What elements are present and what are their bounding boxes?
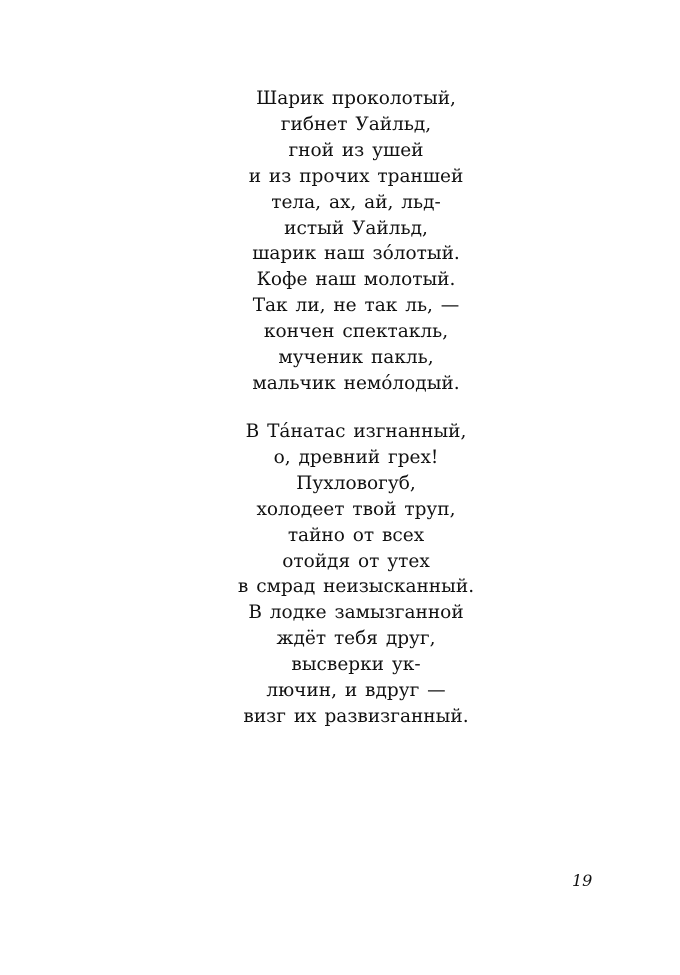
poem-line: и из прочих траншей <box>248 165 464 187</box>
poem-line: высверки ук- <box>291 654 421 676</box>
poem-line: кончен спектакль, <box>263 321 449 343</box>
page-number: 19 <box>572 871 593 890</box>
poem-line: отойдя от утех <box>282 550 430 572</box>
poem-line: о, древний грех! <box>273 446 439 468</box>
stanza-2 <box>0 419 680 730</box>
poem-line: Кофе наш молотый. <box>256 269 456 291</box>
poem-line: холодеет твой труп, <box>256 498 456 520</box>
poem-line: мальчик немо́лодый. <box>252 372 460 394</box>
stanza-1 <box>0 86 680 397</box>
poem-line: тайно от всех <box>287 524 425 546</box>
poem-line: шарик наш зо́лотый. <box>252 243 460 265</box>
poem-line: Так ли, не так ль, — <box>252 295 460 317</box>
poem-line: мученик пакль, <box>278 347 434 369</box>
poem-line: ждёт тебя друг, <box>276 628 436 650</box>
poem-line: тела, ах, ай, льд- <box>271 191 441 213</box>
poem-line: гибнет Уайльд, <box>280 113 432 135</box>
poem-line: Шарик проколотый, <box>256 88 456 109</box>
poem-line: лючин, и вдруг — <box>266 680 446 702</box>
poem-line: в смрад неизысканный. <box>237 576 475 598</box>
poem-line: визг их развизганный. <box>243 705 469 727</box>
poem-line: Пухловогуб, <box>296 472 416 494</box>
poem-line: В лодке замызганной <box>248 602 464 624</box>
poem-line: гной из ушей <box>288 139 424 161</box>
poem-line: В Та́натас изгнанный, <box>245 421 467 442</box>
poem-line: истый Уайльд, <box>284 217 428 239</box>
